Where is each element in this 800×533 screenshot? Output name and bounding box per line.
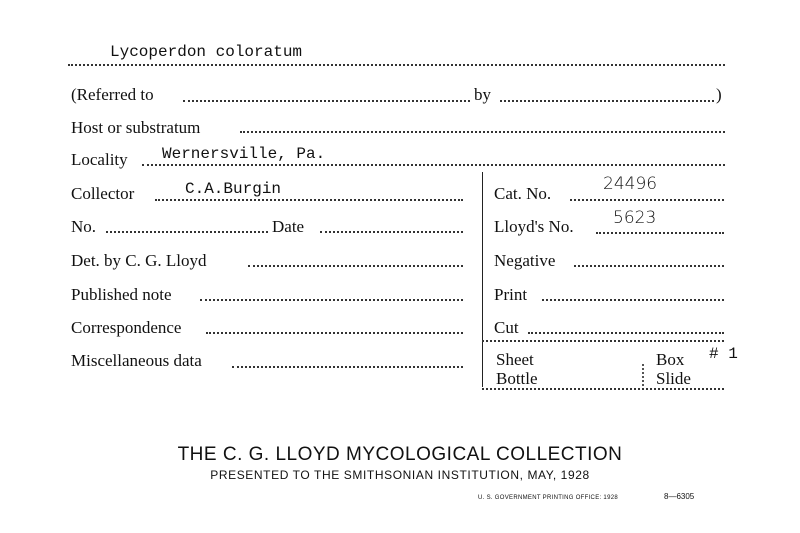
print-line xyxy=(542,299,724,301)
right-box-divider xyxy=(482,172,483,387)
misc-line xyxy=(232,366,463,368)
locality-label: Locality xyxy=(71,150,128,169)
lloyds-no-line xyxy=(596,232,724,234)
published-label: Published note xyxy=(71,285,172,304)
locality-line xyxy=(142,164,725,166)
slide-label: Slide xyxy=(656,369,691,388)
cat-no-value: 24496 xyxy=(603,174,658,194)
no-line xyxy=(106,231,268,233)
by-line xyxy=(500,100,714,102)
close-paren: ) xyxy=(716,85,722,104)
box-label: Box xyxy=(656,350,685,369)
collection-subtitle: PRESENTED TO THE SMITHSONIAN INSTITUTION, MAY, 1928 xyxy=(210,468,590,482)
cut-label: Cut xyxy=(494,318,519,337)
correspondence-line xyxy=(206,332,463,334)
negative-line xyxy=(574,265,724,267)
det-label: Det. by C. G. Lloyd xyxy=(71,251,207,270)
printer-line: U. S. GOVERNMENT PRINTING OFFICE: 1928 xyxy=(478,495,618,501)
host-label: Host or substratum xyxy=(71,118,201,137)
print-label: Print xyxy=(494,285,528,304)
correspondence-label: Correspondence xyxy=(71,318,182,337)
sheet-label: Sheet xyxy=(496,350,534,369)
date-line xyxy=(320,231,463,233)
collector-label: Collector xyxy=(71,184,135,203)
referred-to-line xyxy=(183,100,470,102)
right-box-bottom xyxy=(482,388,724,390)
referred-to-label: (Referred to xyxy=(71,85,154,104)
negative-label: Negative xyxy=(494,251,556,270)
collection-title: THE C. G. LLOYD MYCOLOGICAL COLLECTION xyxy=(177,444,623,465)
collector-line xyxy=(155,199,463,201)
bottle-label: Bottle xyxy=(496,369,538,388)
collector-value: C.A.Burgin xyxy=(185,180,282,198)
cat-no-line xyxy=(570,199,724,201)
form-number: 8—6305 xyxy=(664,492,695,501)
box-value: # 1 xyxy=(709,345,738,363)
lloyds-no-value: 5623 xyxy=(613,208,657,228)
species-name: Lycoperdon coloratum xyxy=(110,43,303,61)
lloyds-no-label: Lloyd's No. xyxy=(494,217,574,236)
published-line xyxy=(200,299,463,301)
host-line xyxy=(240,131,725,133)
by-label: by xyxy=(474,85,491,104)
box-divider xyxy=(642,364,644,386)
cat-no-label: Cat. No. xyxy=(494,184,552,203)
misc-label: Miscellaneous data xyxy=(71,351,202,370)
date-label: Date xyxy=(272,217,305,236)
species-line xyxy=(68,64,725,66)
right-box-rule xyxy=(482,340,724,342)
no-label: No. xyxy=(71,217,97,236)
det-line xyxy=(248,265,463,267)
cut-line xyxy=(528,332,724,334)
locality-value: Wernersville, Pa. xyxy=(162,145,326,163)
